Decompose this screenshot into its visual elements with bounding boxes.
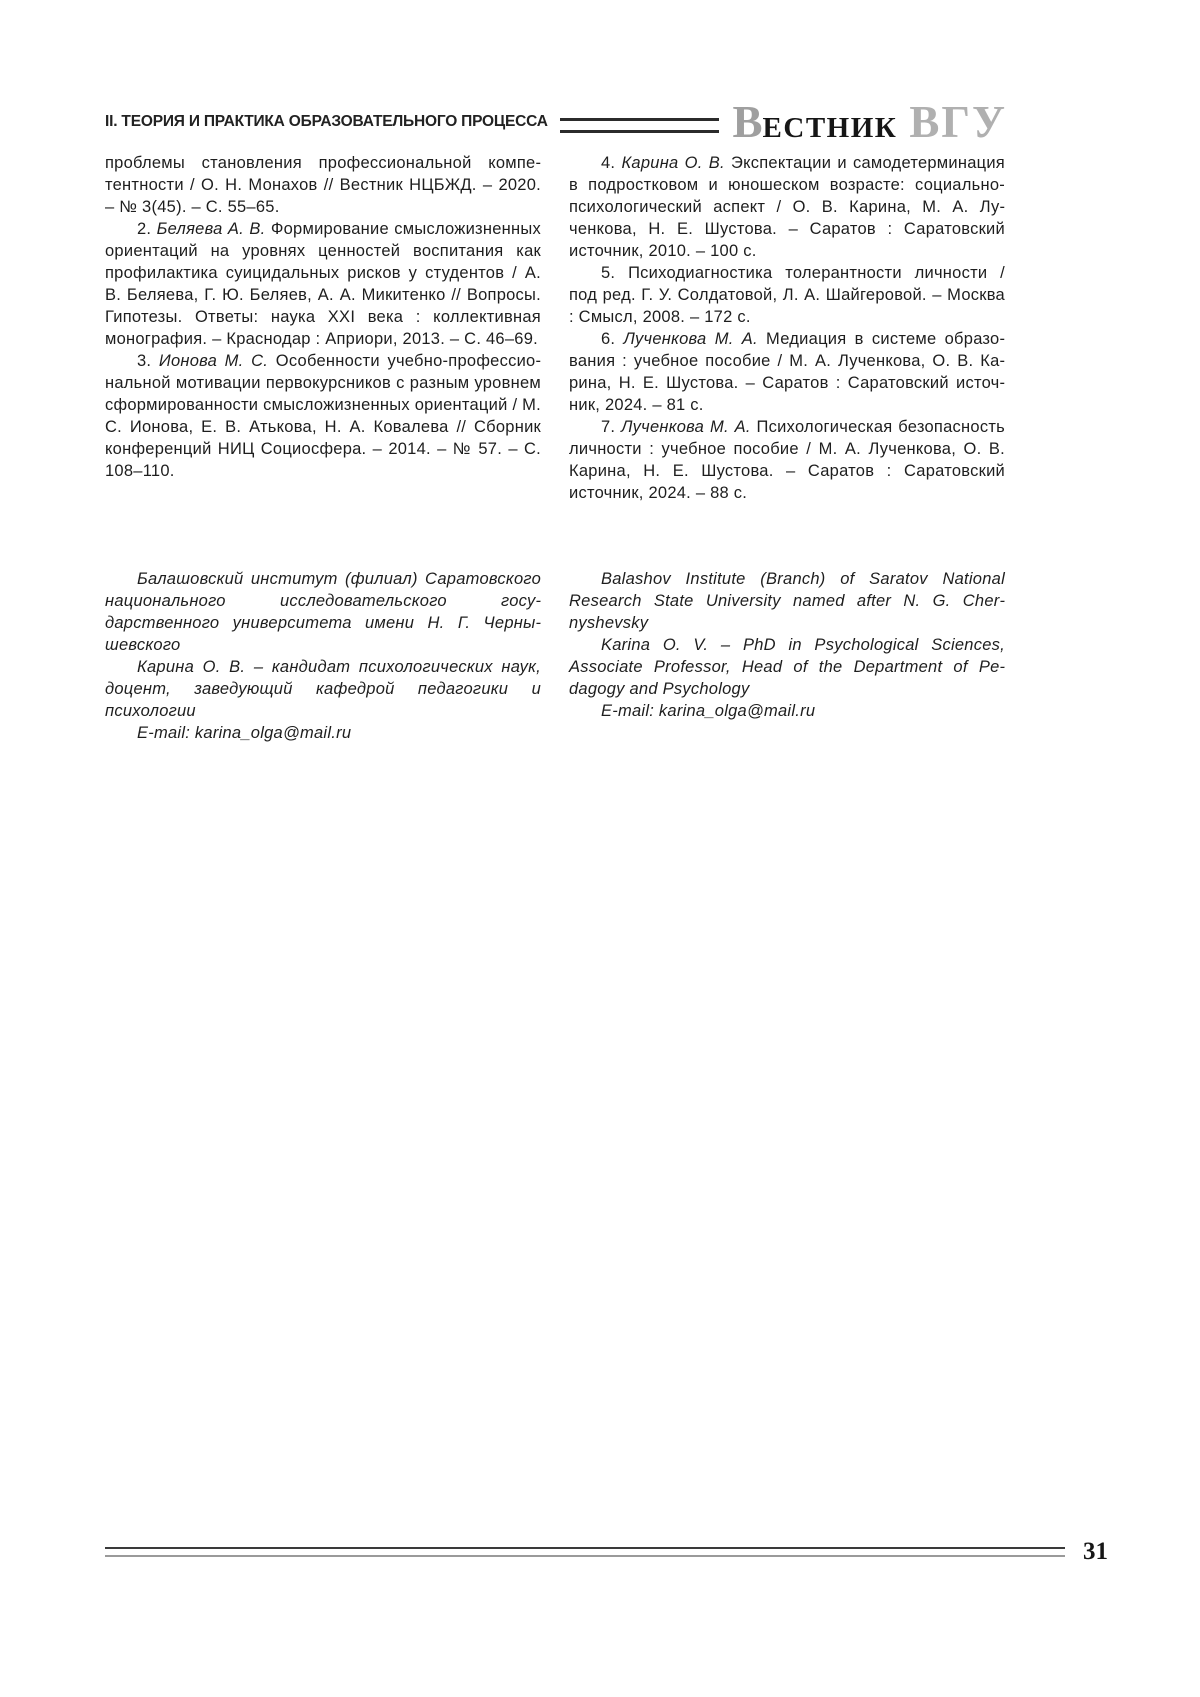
text-run: 4. [601,154,622,172]
affiliation-line [569,568,1005,634]
left-references-block [105,152,541,510]
journal-logo [732,96,1007,147]
affiliation-line [105,656,541,722]
text-run: Karina O. V. – PhD in Psychological Sciences, Associate Professor, Head of the Department of Pedagogy and Psychology [569,636,1005,698]
affiliation-line [105,722,541,744]
text-run: Психологическая безопасность личности : учебное пособие / М. А. Лученкова, О. В. Карина, Н. Е. Шустова. – Саратов : Саратовский источник, 2024. – 88 с. [569,418,1005,502]
reference-item [105,152,541,218]
text-run: проблемы становления профессиональной компетентности / О. Н. Монахов // Вестник НЦБЖД. – 2020. – № 3(45). – С. 55–65. [105,154,541,216]
header-double-rule [560,118,719,133]
section-title: II. ТЕОРИЯ И ПРАКТИКА ОБРАЗОВАТЕЛЬНОГО ПРОЦЕССА [105,113,548,130]
logo-word-rest: ЕСТНИК [762,111,898,144]
page-header [105,98,1007,146]
reference-item [569,262,1005,328]
author-name-italic: Лученкова М. А. [623,330,758,348]
left-column [105,152,541,744]
page-footer [0,1538,1200,1566]
reference-item [569,416,1005,504]
text-run: 5. Психодиагностика толерантности личности / под ред. Г. У. Солдатовой, Л. А. Шайгеровой. – Москва : Смысл, 2008. – 172 с. [569,264,1005,326]
affiliation-line [105,568,541,656]
text-run: 2. [137,220,157,238]
affiliation-line [569,634,1005,700]
logo-initial-letter: В [732,96,763,147]
text-run: Карина О. В. – кандидат психологических наук, доцент, заведующий кафедрой педагогики и психологии [105,658,541,720]
left-affiliation-block [105,568,541,744]
author-name-italic: Лученкова М. А. [621,418,751,436]
text-run: 3. [137,352,159,370]
author-name-italic: Карина О. В. [621,154,725,172]
text-run: Особенности учебно-профессиональной мотивации первокурсников с разным уровнем сформированности смысложизненных ориентаций / М. С. Ионова, Е. В. Атькова, Н. А. Ковалева // Сборник конференций НИЦ Социосфера. – 2014. – № 57. – С. 108–110. [105,352,541,480]
reference-item [569,328,1005,416]
author-name-italic: Ионова М. С. [158,352,269,370]
right-affiliation-block [569,568,1005,722]
right-references-block [569,152,1005,510]
right-column [569,152,1005,744]
logo-university-abbr: ВГУ [909,96,1007,147]
reference-item [105,218,541,350]
two-column-body [105,152,1005,744]
text-run: E-mail: karina_olga@mail.ru [601,702,816,720]
text-run: E-mail: karina_olga@mail.ru [137,724,352,742]
text-run: Формирование смысложизненных ориентаций на уровнях ценностей воспитания как профилактика суицидальных рисков у студентов / А. В. Беляева, Г. Ю. Беляев, А. А. Микитенко // Вопросы. Гипотезы. Ответы: наука XXI века : коллективная монография. – Краснодар : Априори, 2013. – С. 46–69. [105,220,541,348]
text-run: Балашовский институт (филиал) Саратовского национального исследовательского государственного университета имени Н. Г. Чернышевского [105,570,541,654]
affiliation-line [569,700,1005,722]
footer-double-rule [105,1547,1065,1557]
text-run: Экспектации и самодетерминация в подростковом и юношеском возрасте: социально-психологический аспект / О. В. Карина, М. А. Лученкова, Н. Е. Шустова. – Саратов : Саратовский источник, 2010. – 100 с. [569,154,1005,260]
text-run: Balashov Institute (Branch) of Saratov National Research State University named after N. G. Chernyshevsky [569,570,1005,632]
reference-item [105,350,541,482]
text-run: Медиация в системе образования : учебное пособие / М. А. Лученкова, О. В. Карина, Н. Е. Шустова. – Саратов : Саратовский источник, 2024. – 81 с. [569,330,1005,414]
text-run: 7. [601,418,622,436]
author-name-italic: Беляева А. В. [156,220,266,238]
text-run: 6. [601,330,624,348]
reference-item [569,152,1005,262]
page-number: 31 [1083,1538,1108,1565]
